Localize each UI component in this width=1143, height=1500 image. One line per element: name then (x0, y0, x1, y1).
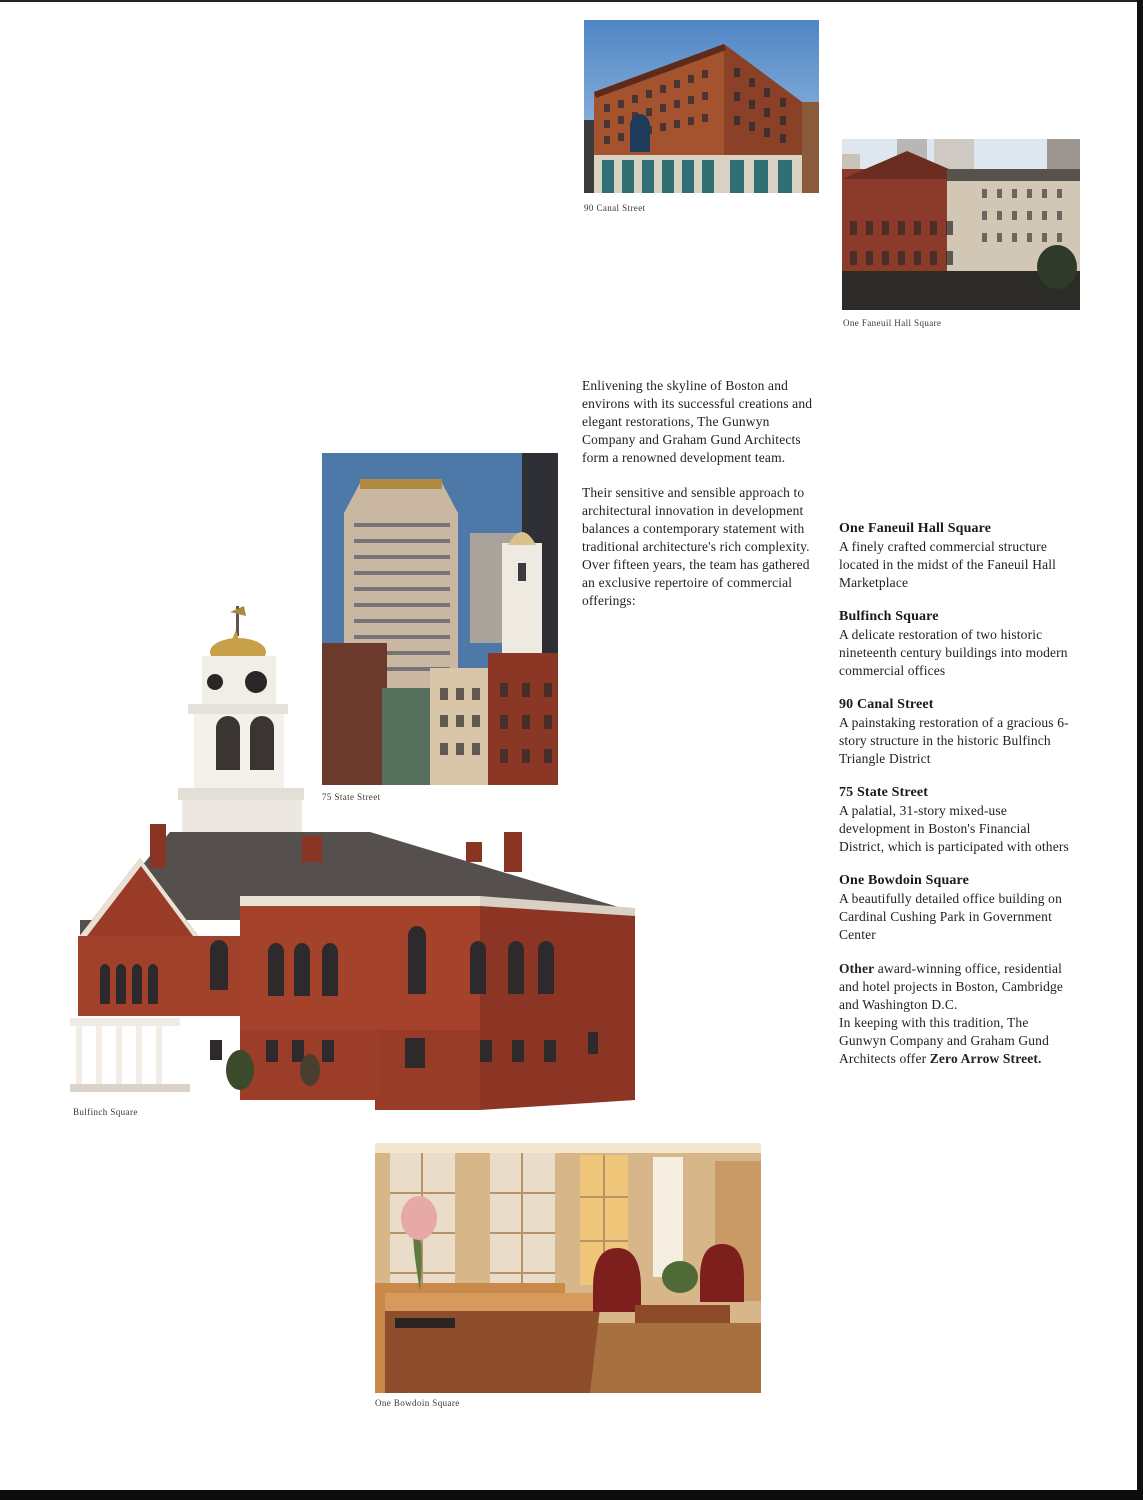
project-name: One Bowdoin Square (839, 873, 970, 888)
caption-one-faneuil-hall-square: One Faneuil Hall Square (843, 318, 942, 328)
project-name: Bulfinch Square (839, 609, 939, 624)
caption-bulfinch-square: Bulfinch Square (73, 1107, 138, 1117)
project-description: A palatial, 31-story mixed-use development in Boston's Financial District, which is participated with others (839, 803, 1069, 854)
project-entry (839, 784, 1079, 856)
other-description: award-winning office, residential and hotel projects in Boston, Cambridge and Washington D.C. (839, 961, 1064, 1012)
caption-75-state-street: 75 State Street (322, 792, 381, 802)
page-bottom-edge (0, 1490, 1143, 1500)
photo-90-canal-street (584, 20, 819, 193)
intro-paragraph-1: Enlivening the skyline of Boston and environs with its successful creations and elegant restorations, The Gunwyn Company and Graham Gund Architects form a renowned development team. (582, 378, 813, 465)
other-projects-text (839, 960, 1079, 1014)
closing-text (839, 1014, 1079, 1068)
page-right-edge (1137, 0, 1143, 1500)
closing-emphasis: Zero Arrow Street. (929, 1051, 1042, 1066)
project-name: 90 Canal Street (839, 697, 934, 712)
project-name: One Faneuil Hall Square (839, 521, 992, 536)
intro-paragraph-2: Their sensitive and sensible approach to architectural innovation in development balances a contemporary statement with traditional architecture's rich complexity. Over fifteen years, the team has gathered an exclusive repertoire of commercial offerings: (582, 485, 810, 608)
project-list (839, 520, 1079, 1068)
page-top-edge (0, 0, 1143, 2)
project-description: A painstaking restoration of a gracious 6-story structure in the historic Bulfinch Triangle District (839, 715, 1069, 766)
project-name: 75 State Street (839, 785, 929, 800)
intro-text (582, 377, 822, 610)
project-description: A beautifully detailed office building on Cardinal Cushing Park in Government Center (839, 891, 1062, 942)
photo-one-bowdoin-square (375, 1143, 761, 1393)
project-description: A delicate restoration of two historic nineteenth century buildings into modern commercial offices (839, 627, 1068, 678)
project-entry (839, 608, 1079, 680)
project-entry (839, 696, 1079, 768)
caption-90-canal-street: 90 Canal Street (584, 203, 646, 213)
closing-sentence: In keeping with this tradition, The Gunwyn Company and Graham Gund Architects offer (839, 1015, 1049, 1066)
caption-one-bowdoin-square: One Bowdoin Square (375, 1398, 460, 1408)
photo-bulfinch-square (70, 600, 635, 1112)
project-entry (839, 520, 1079, 592)
project-description: A finely crafted commercial structure located in the midst of the Faneuil Hall Marketplace (839, 539, 1057, 590)
photo-one-faneuil-hall-square (842, 139, 1080, 310)
project-entry (839, 872, 1079, 944)
other-lead: Other (839, 961, 875, 976)
